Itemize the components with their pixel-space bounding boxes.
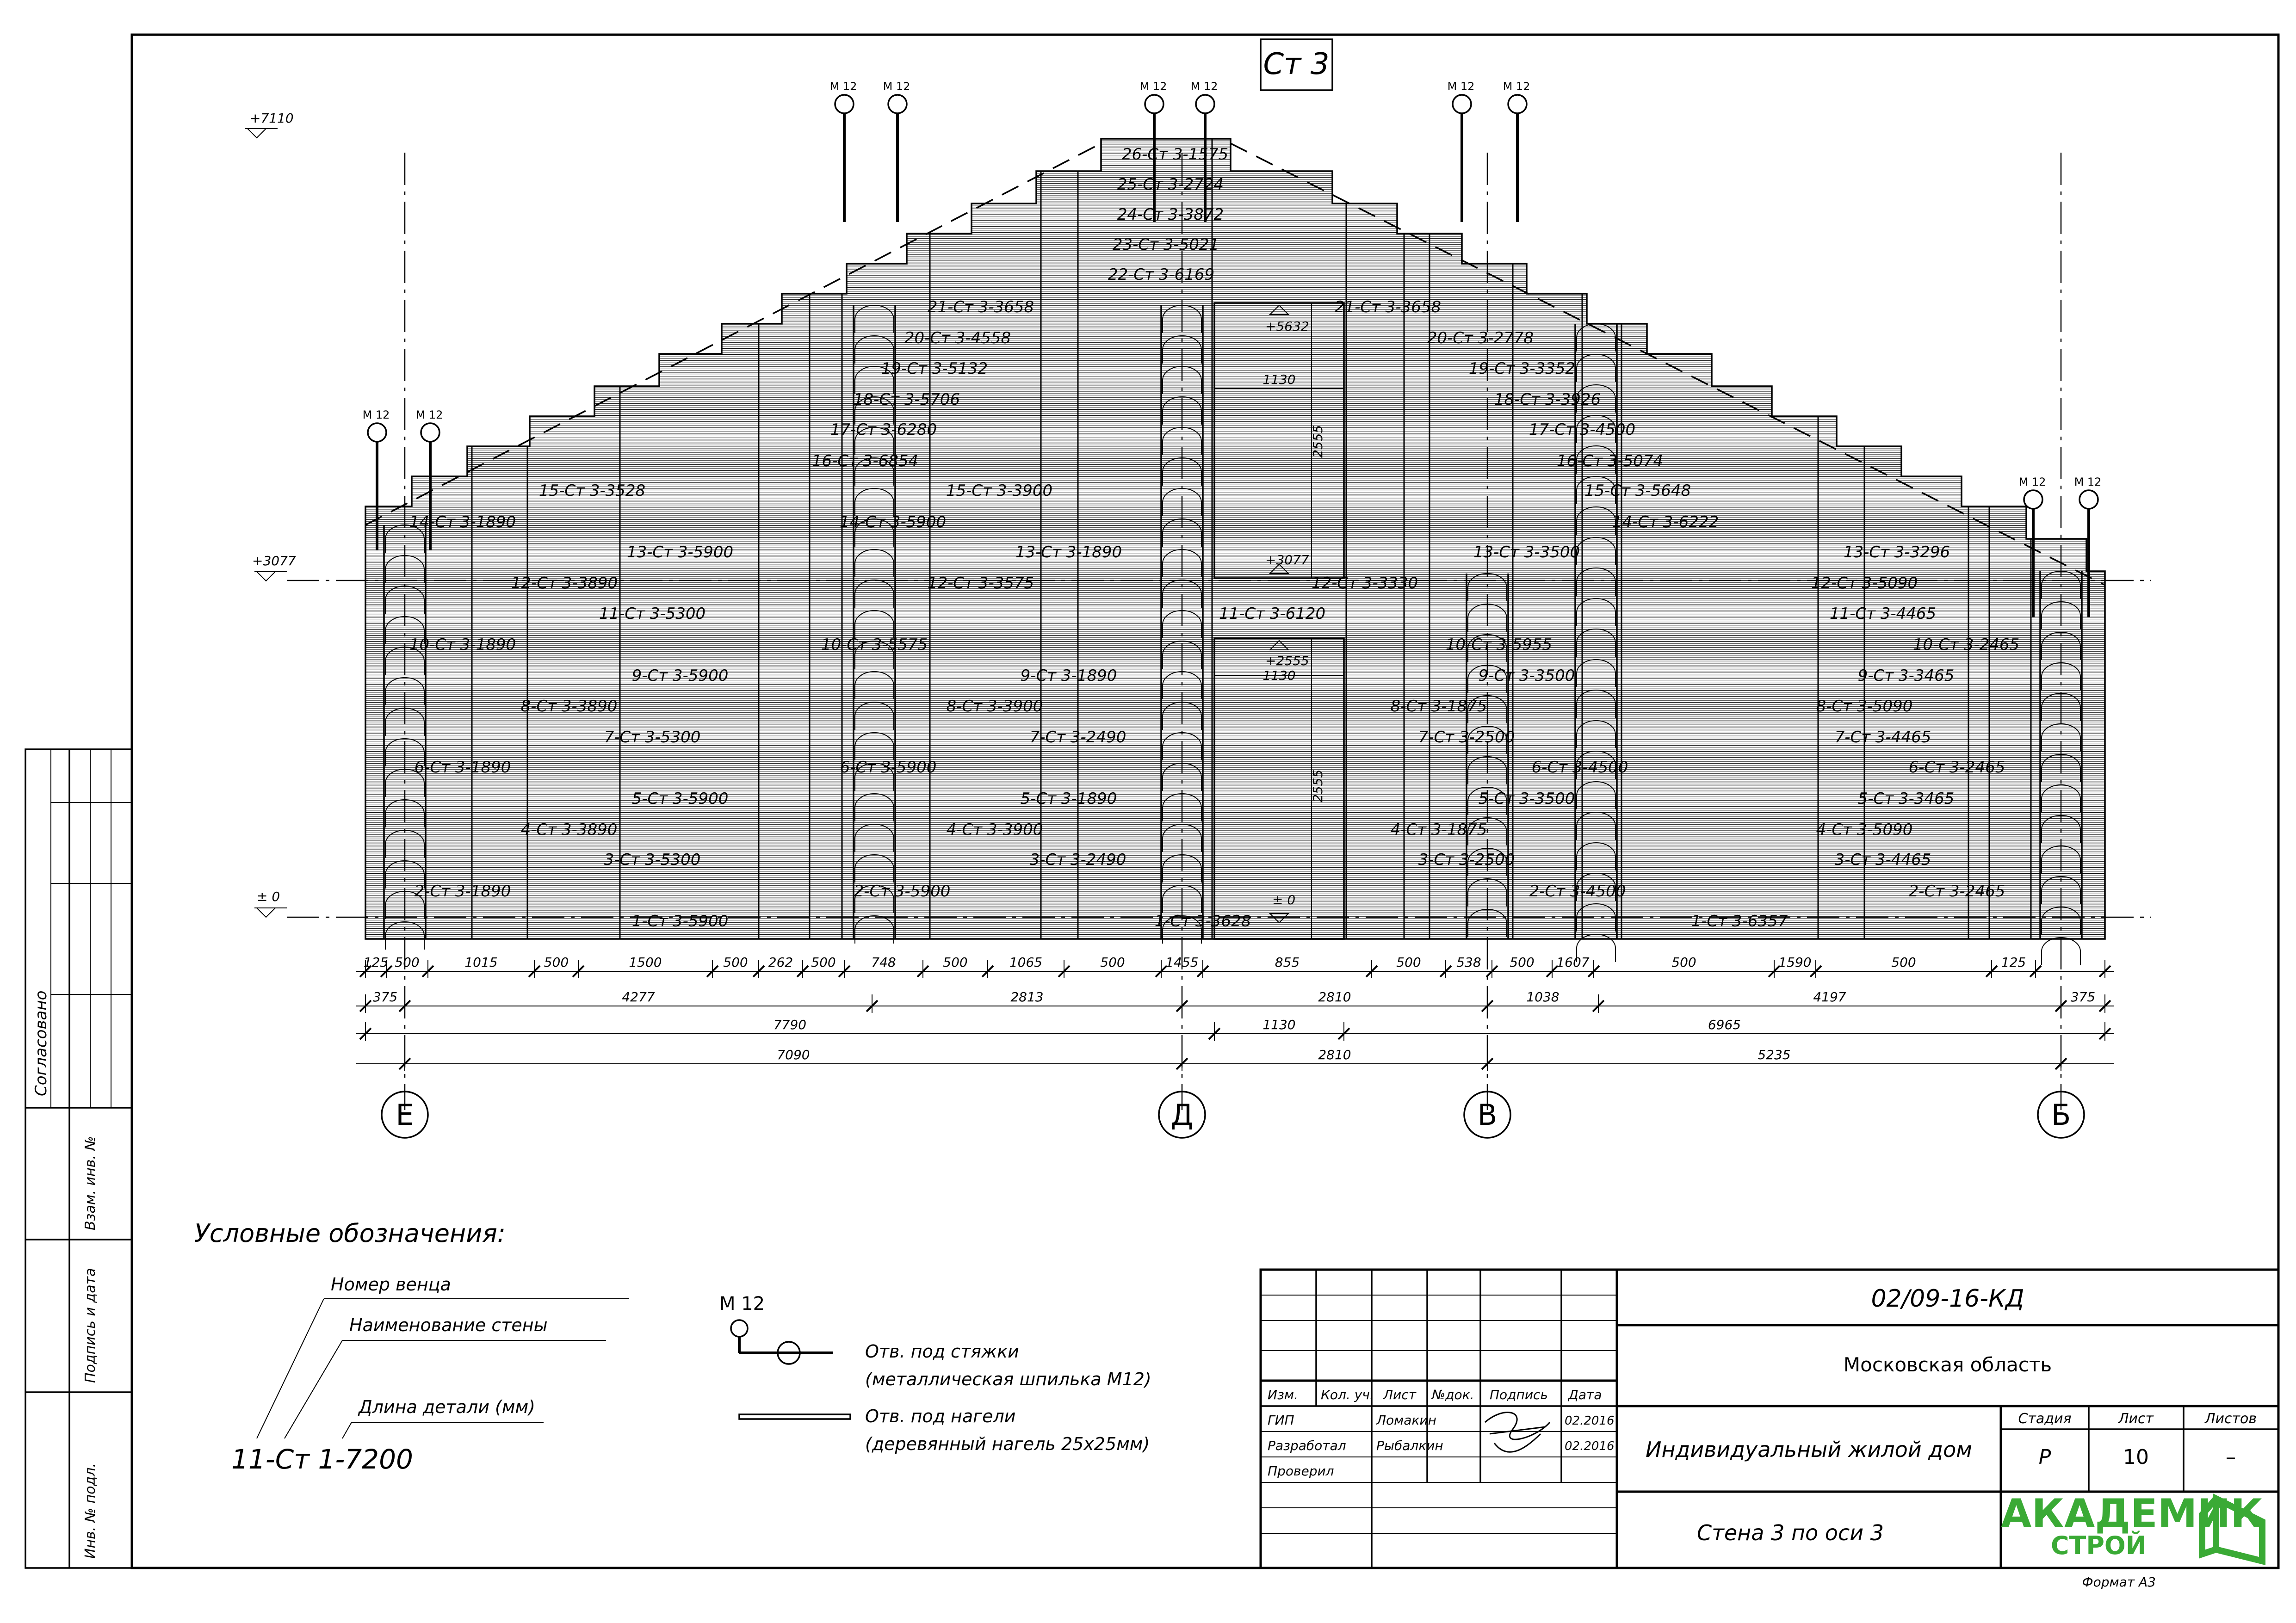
side-stamp-agreed: Согласовано <box>32 990 50 1096</box>
title-block <box>1261 1270 2278 1568</box>
log-label: 17-Ст 3-4500 <box>1529 420 1636 439</box>
door-opening-height: 2555 <box>1310 769 1325 802</box>
bolt-label: М 12 <box>2018 475 2046 488</box>
tb-doc-code: 02/09-16-КД <box>1871 1285 2024 1313</box>
log-label: 21-Ст 3-3658 <box>927 298 1034 316</box>
log-label: 20-Ст 3-4558 <box>904 329 1011 347</box>
tb-role-check: Проверил <box>1268 1463 1334 1479</box>
legend-title: Условные обозначения: <box>194 1219 506 1248</box>
log-label: 3-Ст 3-5300 <box>604 851 701 869</box>
log-label: 23-Ст 3-5021 <box>1112 235 1219 254</box>
bolt-label: М 12 <box>1139 80 1167 93</box>
tb-role-dev: Разработал <box>1268 1438 1346 1453</box>
dim-row2: 4197 <box>1813 989 1846 1005</box>
log-label: 5-Ст 3-3465 <box>1857 790 1955 808</box>
tb-header-kol: Кол. уч. <box>1321 1387 1374 1402</box>
legend <box>194 1219 1151 1475</box>
dim-row1: 1500 <box>629 955 662 970</box>
log-label: 4-Ст 3-5090 <box>1816 821 1913 839</box>
dim-row1: 538 <box>1456 955 1481 970</box>
dim-row2: 2810 <box>1318 989 1351 1005</box>
bolt-icon <box>1196 95 1214 113</box>
dimension-chains <box>356 955 2114 1071</box>
legend-course-number: Номер венца <box>331 1274 451 1295</box>
bolt-icon <box>2024 490 2042 509</box>
log-label: 18-Ст 3-5706 <box>853 390 960 409</box>
log-label: 7-Ст 3-2500 <box>1418 728 1515 747</box>
dim-row1: 855 <box>1275 955 1300 970</box>
side-stamp-sign-date: Подпись и дата <box>82 1268 99 1383</box>
dim-row2: 375 <box>372 989 398 1005</box>
wall-title: Ст 3 <box>1263 47 1330 81</box>
log-label: 16-Ст 3-6854 <box>811 452 919 470</box>
dim-row1: 500 <box>1671 955 1696 970</box>
log-label: 8-Ст 3-3900 <box>946 697 1043 716</box>
dim-row2: 2813 <box>1010 989 1044 1005</box>
dim-row2: 375 <box>2070 989 2096 1005</box>
log-label: 11-Ст 3-5300 <box>599 605 706 623</box>
dowel-hole-icon <box>739 1414 850 1419</box>
log-label: 3-Ст 3-2500 <box>1418 851 1515 869</box>
log-label: 16-Ст 3-5074 <box>1556 452 1664 470</box>
side-stamp-inv-orig: Инв. № подл. <box>82 1463 99 1559</box>
dim-row1: 500 <box>395 955 420 970</box>
level-3077-left: +3077 <box>252 553 296 568</box>
log-label: 2-Ст 3-4500 <box>1529 882 1626 901</box>
log-label: 10-Ст 3-2465 <box>1912 636 2020 654</box>
dim-row1: 500 <box>811 955 836 970</box>
dim-row1: 1015 <box>464 955 498 970</box>
log-label: 15-Ст 3-5648 <box>1584 481 1691 500</box>
bolt-label: М 12 <box>829 80 857 93</box>
log-label: 3-Ст 3-4465 <box>1834 851 1931 869</box>
log-label: 9-Ст 3-1890 <box>1020 666 1117 685</box>
upper-opening-width: 1130 <box>1262 372 1296 387</box>
log-label: 26-Ст 3-1575 <box>1121 145 1229 164</box>
log-label: 19-Ст 3-5132 <box>881 359 988 378</box>
signature-icon <box>1485 1413 1550 1452</box>
log-label: 12-Ст 3-3330 <box>1311 574 1418 592</box>
log-label: 7-Ст 3-5300 <box>604 728 701 747</box>
log-label: 13-Ст 3-3500 <box>1473 543 1580 562</box>
tb-name-gip: Ломакин <box>1376 1413 1436 1428</box>
legend-hole-dowels-note: (деревянный нагель 25х25мм) <box>865 1434 1150 1454</box>
log-label: 19-Ст 3-3352 <box>1468 359 1576 378</box>
log-label: 15-Ст 3-3528 <box>538 481 646 500</box>
bolt-label: М 12 <box>1190 80 1218 93</box>
axis-e: Е <box>396 1098 414 1132</box>
log-label: 22-Ст 3-6169 <box>1108 265 1215 284</box>
log-label: 6-Ст 3-1890 <box>414 758 511 777</box>
log-label: 4-Ст 3-1875 <box>1390 821 1487 839</box>
log-label: 12-Ст 3-3890 <box>511 574 618 592</box>
tb-header-sign: Подпись <box>1490 1387 1548 1402</box>
dim-row1: 1607 <box>1556 955 1590 970</box>
log-label: 5-Ст 3-5900 <box>631 790 729 808</box>
log-label: 9-Ст 3-3500 <box>1478 666 1575 685</box>
log-label: 7-Ст 3-4465 <box>1834 728 1931 747</box>
log-label: 3-Ст 3-2490 <box>1029 851 1126 869</box>
bolt-label: М 12 <box>1447 80 1475 93</box>
log-label: 5-Ст 3-1890 <box>1020 790 1117 808</box>
tb-header-ndoc: №док. <box>1432 1387 1474 1402</box>
tb-header-izm: Изм. <box>1268 1387 1298 1402</box>
tb-stage: Р <box>2038 1445 2051 1469</box>
tb-header-date: Дата <box>1568 1387 1602 1402</box>
tb-sheets: – <box>2226 1445 2236 1469</box>
log-label: 1-Ст 3-3628 <box>1154 912 1251 931</box>
log-label: 10-Ст 3-1890 <box>409 636 516 654</box>
dim-row1: 500 <box>1891 955 1916 970</box>
bolt-icon <box>1145 95 1163 113</box>
dim-row1: 125 <box>2001 955 2026 970</box>
log-label: 14-Ст 3-1890 <box>409 513 516 531</box>
side-stamp <box>25 749 132 1568</box>
log-label: 11-Ст 3-6120 <box>1219 605 1326 623</box>
legend-hole-dowels: Отв. под нагели <box>865 1406 1016 1426</box>
log-label: 12-Ст 3-5090 <box>1811 574 1918 592</box>
dim-row4: 2810 <box>1318 1047 1351 1062</box>
bolt-icon <box>1508 95 1527 113</box>
bolt-label: М 12 <box>362 408 390 421</box>
tb-sheet: 10 <box>2123 1445 2149 1469</box>
dim-row1: 500 <box>1396 955 1421 970</box>
log-label: 12-Ст 3-3575 <box>927 574 1034 592</box>
log-label: 20-Ст 3-2778 <box>1427 329 1534 347</box>
side-stamp-inv-swap: Взам. инв. № <box>82 1136 99 1230</box>
log-label: 2-Ст 3-2465 <box>1908 882 2005 901</box>
bolt-icon <box>368 423 386 442</box>
tb-sheet-header: Лист <box>2118 1411 2154 1427</box>
dim-row3: 1130 <box>1262 1017 1296 1032</box>
dim-row2: 4277 <box>622 989 655 1005</box>
bolt-label: М 12 <box>2074 475 2102 488</box>
axis-v: В <box>1477 1098 1498 1132</box>
dim-row1: 500 <box>943 955 968 970</box>
log-label: 18-Ст 3-3926 <box>1494 390 1601 409</box>
level-5632: +5632 <box>1265 319 1309 334</box>
level-zero-left: ± 0 <box>257 889 280 904</box>
log-label: 13-Ст 3-1890 <box>1015 543 1122 562</box>
log-label: 1-Ст 3-5900 <box>631 912 729 931</box>
company-logo <box>2001 1491 2263 1561</box>
tb-sheets-header: Листов <box>2204 1411 2257 1427</box>
bolt-label: М 12 <box>1503 80 1530 93</box>
log-label: 15-Ст 3-3900 <box>946 481 1053 500</box>
log-label: 9-Ст 3-3465 <box>1857 666 1955 685</box>
tb-sheet-title: Стена 3 по оси 3 <box>1696 1520 1884 1545</box>
level-3077-center: +3077 <box>1265 552 1309 568</box>
legend-part-length: Длина детали (мм) <box>359 1397 536 1417</box>
legend-hole-ties-note: (металлическая шпилька М12) <box>865 1369 1151 1389</box>
tb-stage-header: Стадия <box>2018 1411 2072 1427</box>
log-label: 6-Ст 3-5900 <box>840 758 937 777</box>
axis-b: Б <box>2051 1098 2071 1132</box>
log-label: 24-Ст 3-3872 <box>1117 205 1224 224</box>
dim-row4: 5235 <box>1758 1047 1791 1062</box>
dim-row1: 1065 <box>1009 955 1043 970</box>
tb-date-gip: 02.2016 <box>1565 1414 1615 1428</box>
logo-main: АКАДЕМИК <box>2001 1491 2263 1537</box>
tb-date-dev: 02.2016 <box>1565 1439 1615 1453</box>
log-label: 9-Ст 3-5900 <box>631 666 729 685</box>
legend-bolt-label: М 12 <box>719 1293 765 1314</box>
log-label: 7-Ст 3-2490 <box>1029 728 1126 747</box>
dim-row1: 500 <box>1100 955 1125 970</box>
tb-role-gip: ГИП <box>1268 1413 1294 1428</box>
bolt-icon <box>2079 490 2098 509</box>
log-label: 10-Ст 3-5575 <box>821 636 928 654</box>
logo-sub: СТРОЙ <box>2050 1531 2147 1560</box>
log-label: 17-Ст 3-6280 <box>830 420 937 439</box>
log-label: 8-Ст 3-3890 <box>520 697 618 716</box>
door-opening-width: 1130 <box>1262 668 1296 683</box>
log-label: 10-Ст 3-5955 <box>1445 636 1553 654</box>
dim-row1: 1590 <box>1778 955 1812 970</box>
dim-row1: 748 <box>871 955 896 970</box>
bolt-label: М 12 <box>883 80 910 93</box>
bolt-icon <box>888 95 907 113</box>
dim-row1: 500 <box>544 955 569 970</box>
dim-row3: 6965 <box>1708 1017 1741 1032</box>
level-7110: +7110 <box>250 111 294 126</box>
dim-row4: 7090 <box>777 1047 810 1062</box>
log-label: 2-Ст 3-1890 <box>414 882 511 901</box>
tb-object: Индивидуальный жилой дом <box>1646 1437 1972 1462</box>
sheet-format: Формат А3 <box>2082 1574 2156 1590</box>
log-label: 11-Ст 3-4465 <box>1829 605 1937 623</box>
legend-example: 11-Ст 1-7200 <box>231 1444 413 1475</box>
level-2555: +2555 <box>1265 653 1309 668</box>
legend-wall-name: Наименование стены <box>349 1315 548 1335</box>
log-label: 4-Ст 3-3890 <box>520 821 618 839</box>
upper-opening-height: 2555 <box>1310 425 1325 458</box>
log-label: 25-Ст 3-2724 <box>1117 175 1224 194</box>
log-label: 1-Ст 3-6357 <box>1691 912 1788 931</box>
bolt-label: М 12 <box>415 408 443 421</box>
dim-row3: 7790 <box>773 1017 807 1032</box>
dim-row1: 125 <box>363 955 389 970</box>
dim-row1: 500 <box>723 955 748 970</box>
log-label: 6-Ст 3-2465 <box>1908 758 2005 777</box>
log-label: 8-Ст 3-1875 <box>1390 697 1487 716</box>
tb-region: Московская область <box>1843 1353 2052 1376</box>
dim-row1: 500 <box>1510 955 1535 970</box>
bolt-icon <box>835 95 854 113</box>
tb-name-dev: Рыбалкин <box>1376 1438 1443 1453</box>
dim-row1: 1455 <box>1165 955 1199 970</box>
bolt-icon <box>1453 95 1471 113</box>
dim-row2: 1038 <box>1526 989 1560 1005</box>
log-label: 4-Ст 3-3900 <box>946 821 1043 839</box>
legend-hole-ties: Отв. под стяжки <box>865 1341 1019 1362</box>
log-label: 21-Ст 3-3658 <box>1334 298 1442 316</box>
level-zero-center: ± 0 <box>1272 892 1296 907</box>
bolt-icon <box>421 423 439 442</box>
log-label: 14-Ст 3-5900 <box>839 513 947 531</box>
log-label: 8-Ст 3-5090 <box>1816 697 1913 716</box>
log-label: 2-Ст 3-5900 <box>854 882 951 901</box>
log-label: 13-Ст 3-5900 <box>626 543 734 562</box>
log-label: 5-Ст 3-3500 <box>1478 790 1575 808</box>
log-label: 13-Ст 3-3296 <box>1843 543 1950 562</box>
log-label: 6-Ст 3-4500 <box>1531 758 1628 777</box>
axis-d: Д <box>1170 1098 1194 1132</box>
tb-header-list: Лист <box>1383 1387 1416 1402</box>
log-label: 14-Ст 3-6222 <box>1612 513 1719 531</box>
dim-row1: 262 <box>768 955 793 970</box>
